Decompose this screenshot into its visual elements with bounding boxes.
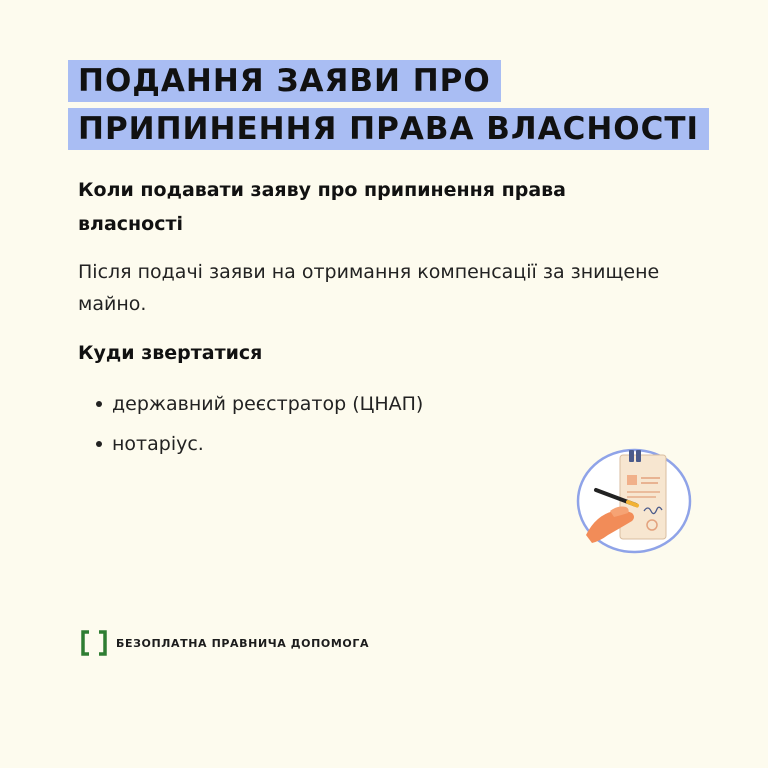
where-list	[96, 384, 423, 464]
page-title	[68, 60, 709, 156]
brand-name: БЕЗОПЛАТНА ПРАВНИЧА ДОПОМОГА	[116, 636, 370, 650]
title-line-1: ПОДАННЯ ЗАЯВИ ПРО	[68, 60, 501, 102]
where-heading: Куди звертатися	[78, 342, 263, 364]
when-heading	[78, 173, 566, 241]
list-item-text: нотаріус.	[112, 433, 204, 455]
when-text	[78, 256, 659, 320]
when-text-line-1: Після подачі заяви на отримання компенсації за знищене	[78, 261, 660, 283]
list-item-text: державний реєстратор (ЦНАП)	[112, 393, 424, 415]
list-item	[96, 424, 423, 464]
title-line-2: ПРИПИНЕННЯ ПРАВА ВЛАСНОСТІ	[68, 108, 709, 150]
hand-signing-document-icon	[570, 445, 694, 557]
list-item	[96, 384, 423, 424]
when-heading-line-2: власності	[78, 213, 183, 235]
when-heading-line-1: Коли подавати заяву про припинення права	[78, 179, 566, 201]
signing-document-illustration	[570, 445, 694, 557]
when-text-line-2: майно.	[78, 293, 147, 315]
brackets-logo-icon	[80, 630, 108, 656]
bullet-icon	[96, 441, 102, 447]
footer-brand	[80, 630, 369, 656]
bullet-icon	[96, 401, 102, 407]
